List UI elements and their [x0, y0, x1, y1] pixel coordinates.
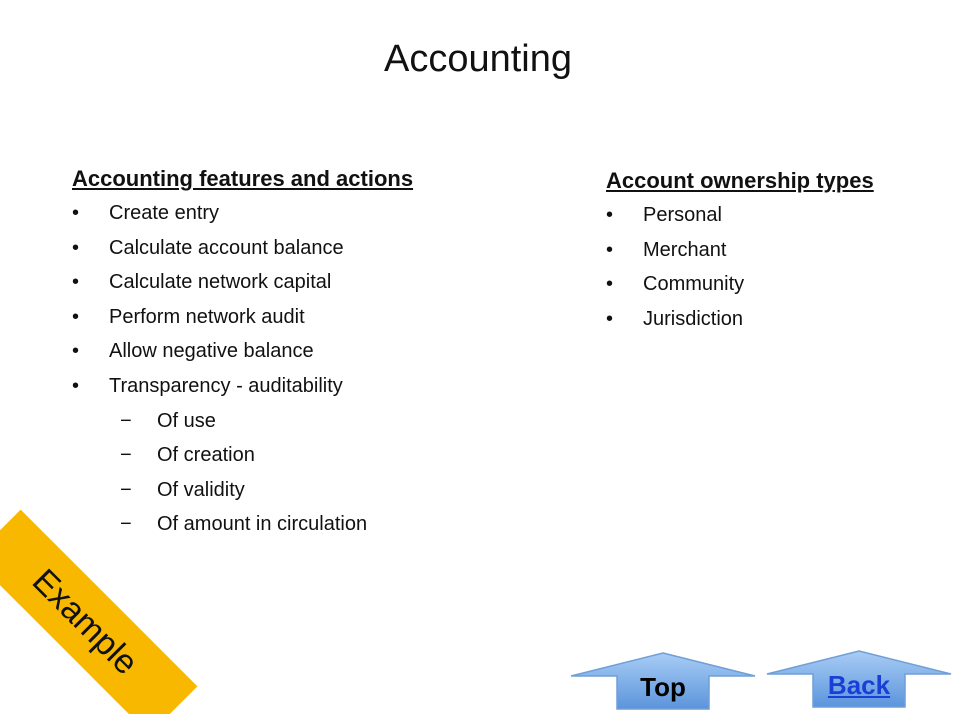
bullet-icon: •: [606, 204, 614, 226]
sub-list-item: [72, 438, 532, 473]
list-item: [72, 300, 532, 335]
list-item: [606, 267, 936, 302]
list-item: [72, 369, 532, 404]
ownership-column: [606, 166, 936, 336]
bullet-icon: •: [72, 236, 80, 259]
sub-list-item-label: Of amount in circulation: [157, 513, 368, 536]
list-item-label: Community: [643, 273, 745, 296]
features-heading: Accounting features and actions: [72, 166, 414, 191]
list-item-label: Allow negative balance: [109, 340, 314, 363]
slide-title: Accounting: [383, 38, 572, 80]
list-item-label: Merchant: [643, 238, 727, 261]
bullet-icon: •: [72, 271, 80, 294]
list-item: [72, 196, 532, 231]
list-item-label: Transparency - auditability: [109, 374, 343, 397]
sub-list-item: [72, 473, 532, 508]
dash-icon: −: [120, 409, 132, 432]
top-button[interactable]: [570, 652, 756, 710]
sub-list-item-label: Of validity: [157, 478, 245, 501]
list-item: [72, 334, 532, 369]
list-item-label: Jurisdiction: [643, 307, 744, 330]
bullet-icon: •: [606, 273, 614, 296]
top-button-label: Top: [640, 672, 686, 702]
bullet-icon: •: [606, 307, 614, 330]
features-column: [72, 164, 532, 542]
example-ribbon-label: Example: [25, 561, 146, 682]
bullet-icon: •: [72, 374, 80, 397]
bullet-icon: •: [606, 238, 614, 261]
list-item: [606, 302, 936, 337]
dash-icon: −: [120, 444, 132, 467]
ownership-heading: Account ownership types: [606, 168, 874, 193]
sub-list-item: [72, 404, 532, 439]
dash-icon: −: [120, 513, 132, 536]
sub-list-item: [72, 507, 532, 542]
back-button-label[interactable]: Back: [827, 670, 891, 700]
list-item: [606, 233, 936, 268]
bullet-icon: •: [72, 202, 80, 224]
sub-list-item-label: Of use: [157, 409, 216, 432]
back-button[interactable]: [766, 650, 952, 708]
bullet-icon: •: [72, 305, 80, 328]
bullet-icon: •: [72, 340, 80, 363]
list-item-label: Perform network audit: [109, 305, 305, 328]
list-item: [606, 198, 936, 233]
list-item: [72, 231, 532, 266]
list-item-label: Calculate account balance: [109, 236, 344, 259]
list-item-label: Calculate network capital: [109, 271, 332, 294]
sub-list-item-label: Of creation: [157, 444, 255, 467]
list-item-label: Create entry: [109, 202, 220, 224]
list-item-label: Personal: [643, 204, 722, 226]
list-item: [72, 265, 532, 300]
dash-icon: −: [120, 478, 132, 501]
